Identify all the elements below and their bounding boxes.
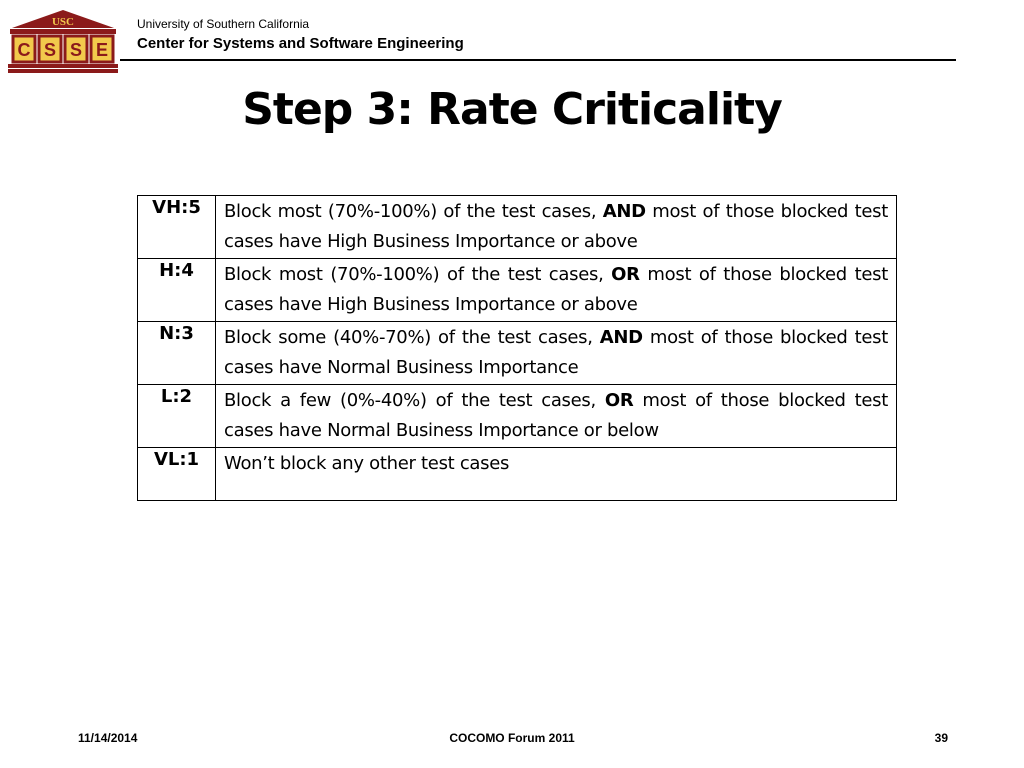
description-text: Won’t block any other test cases bbox=[224, 453, 510, 474]
table-row bbox=[138, 448, 897, 501]
description-text-cont: most of those blocked test cases have High Business Importance or above bbox=[224, 264, 888, 315]
logo-letter-s1: S bbox=[43, 40, 57, 60]
description-text: Block a few (0%-40%) of the test cases, bbox=[224, 390, 605, 411]
footer-date: 11/14/2014 bbox=[78, 731, 138, 745]
criticality-level: VH:5 bbox=[138, 196, 216, 259]
criticality-description bbox=[216, 259, 897, 322]
table-row bbox=[138, 385, 897, 448]
header-divider bbox=[120, 59, 956, 61]
description-text-cont: most of those blocked test cases have Normal Business Importance or below bbox=[224, 390, 888, 441]
criticality-description bbox=[216, 385, 897, 448]
description-text-cont: most of those blocked test cases have Normal Business Importance bbox=[224, 327, 888, 378]
criticality-table bbox=[137, 195, 897, 501]
logo-usc-text: USC bbox=[51, 16, 75, 28]
logo-letter-s2: S bbox=[69, 40, 83, 60]
table-row bbox=[138, 259, 897, 322]
criticality-level: N:3 bbox=[138, 322, 216, 385]
criticality-description bbox=[216, 322, 897, 385]
description-keyword: AND bbox=[599, 327, 643, 348]
slide-title: Step 3: Rate Criticality bbox=[242, 84, 782, 135]
description-keyword: OR bbox=[604, 390, 634, 411]
table-row bbox=[138, 322, 897, 385]
criticality-level: L:2 bbox=[138, 385, 216, 448]
description-text: Block most (70%-100%) of the test cases, bbox=[224, 264, 612, 285]
table-row bbox=[138, 196, 897, 259]
organization-block bbox=[137, 17, 464, 54]
footer-event: COCOMO Forum 2011 bbox=[449, 731, 575, 745]
criticality-level: VL:1 bbox=[138, 448, 216, 501]
logo-letter-e: E bbox=[95, 40, 109, 60]
criticality-level: H:4 bbox=[138, 259, 216, 322]
description-keyword: OR bbox=[611, 264, 640, 285]
criticality-description bbox=[216, 196, 897, 259]
criticality-description bbox=[216, 448, 897, 501]
description-keyword: AND bbox=[602, 201, 646, 222]
university-name: University of Southern California bbox=[137, 17, 310, 31]
logo-letter-c: C bbox=[17, 40, 31, 60]
center-name: Center for Systems and Software Engineering bbox=[137, 35, 464, 52]
description-text-cont: most of those blocked test cases have High Business Importance or above bbox=[224, 201, 888, 252]
csse-logo bbox=[8, 8, 118, 74]
description-text: Block some (40%-70%) of the test cases, bbox=[224, 327, 600, 348]
description-text: Block most (70%-100%) of the test cases, bbox=[224, 201, 603, 222]
page-number: 39 bbox=[934, 731, 948, 745]
